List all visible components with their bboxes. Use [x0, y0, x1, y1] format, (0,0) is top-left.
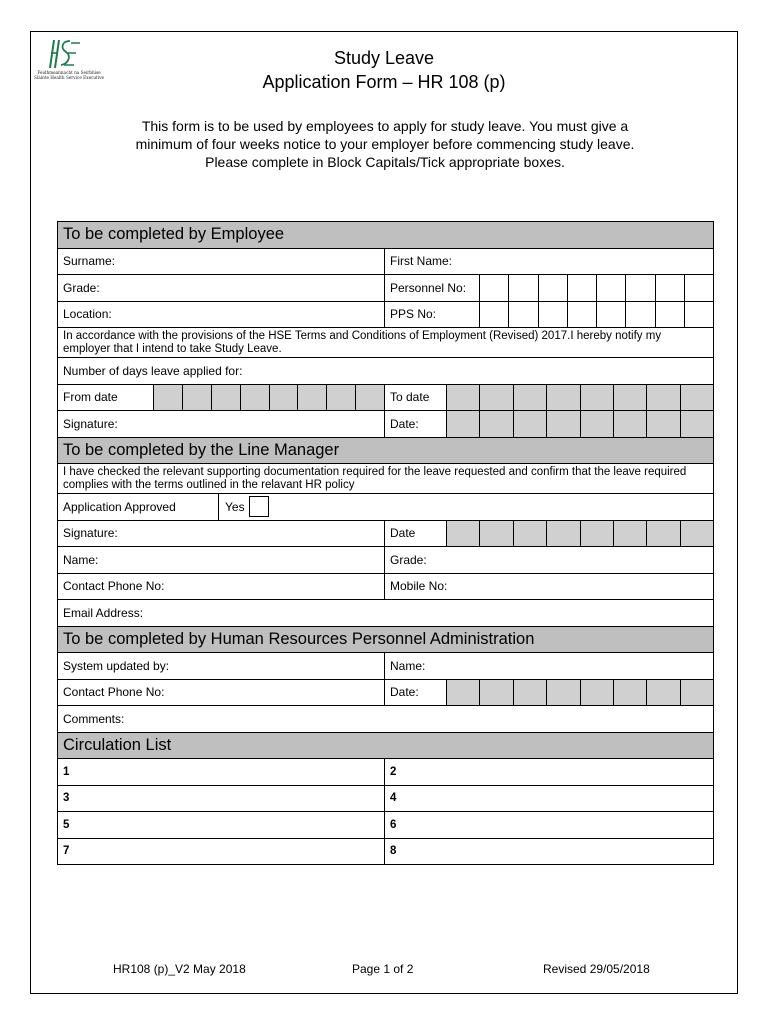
personnel-no-box[interactable]: [596, 275, 625, 301]
pps-no-box[interactable]: [625, 302, 654, 328]
first-name-field[interactable]: First Name:: [385, 248, 714, 275]
intro-text: [90, 117, 680, 171]
pps-no-box[interactable]: [684, 302, 713, 328]
manager-date-box[interactable]: [580, 521, 613, 547]
to-date-field[interactable]: [385, 384, 714, 411]
approved-yes-label: Yes: [225, 499, 245, 514]
hr-date-field[interactable]: [385, 679, 714, 706]
hr-name-field[interactable]: Name:: [385, 653, 714, 680]
employee-section-header: To be completed by Employee: [58, 222, 714, 249]
hr-date-box[interactable]: [613, 680, 646, 706]
to-date-box[interactable]: [479, 385, 512, 411]
hr-date-box[interactable]: [580, 680, 613, 706]
pps-no-field[interactable]: [385, 301, 714, 328]
approved-yes-cell: [218, 494, 270, 520]
manager-grade-field[interactable]: Grade:: [385, 547, 714, 574]
location-field[interactable]: Location:: [58, 301, 385, 328]
hr-date-box[interactable]: [513, 680, 546, 706]
from-date-box[interactable]: [297, 385, 326, 411]
manager-date-box[interactable]: [546, 521, 579, 547]
manager-section-header: To be completed by the Line Manager: [58, 437, 714, 464]
manager-date-box[interactable]: [680, 521, 713, 547]
pps-no-box[interactable]: [508, 302, 537, 328]
circulation-item[interactable]: 3: [58, 785, 385, 812]
circulation-item[interactable]: 8: [385, 838, 714, 865]
grade-field[interactable]: Grade:: [58, 275, 385, 302]
to-date-box[interactable]: [646, 385, 679, 411]
system-updated-field[interactable]: System updated by:: [58, 653, 385, 680]
to-date-label: To date: [390, 390, 430, 405]
circulation-item[interactable]: 4: [385, 785, 714, 812]
circulation-item[interactable]: 1: [58, 759, 385, 786]
personnel-no-box[interactable]: [684, 275, 713, 301]
hr-phone-field[interactable]: Contact Phone No:: [58, 679, 385, 706]
manager-mobile-field[interactable]: Mobile No:: [385, 573, 714, 600]
footer-page-number: Page 1 of 2: [352, 962, 414, 976]
form-subtitle: Application Form – HR 108 (p): [262, 72, 506, 92]
from-date-box[interactable]: [211, 385, 240, 411]
circulation-section-header: Circulation List: [58, 732, 714, 759]
employee-date-field[interactable]: [385, 411, 714, 438]
pps-no-box[interactable]: [655, 302, 684, 328]
manager-name-field[interactable]: Name:: [58, 547, 385, 574]
from-date-box[interactable]: [182, 385, 211, 411]
circulation-item[interactable]: 7: [58, 838, 385, 865]
hr-date-box[interactable]: [479, 680, 512, 706]
manager-date-box[interactable]: [646, 521, 679, 547]
hr-comments-field[interactable]: Comments:: [58, 706, 714, 733]
intro-line-2: minimum of four weeks notice to your employer before commencing study leave.: [135, 136, 635, 152]
pps-no-label: PPS No:: [390, 307, 437, 322]
surname-field[interactable]: Surname:: [58, 248, 385, 275]
from-date-box[interactable]: [269, 385, 298, 411]
manager-date-box[interactable]: [613, 521, 646, 547]
personnel-no-box[interactable]: [538, 275, 567, 301]
personnel-no-label: Personnel No:: [390, 280, 467, 295]
personnel-no-box[interactable]: [479, 275, 508, 301]
to-date-box[interactable]: [613, 385, 646, 411]
logo-subtitle: Feidhmeannacht na Seirbhíse Sláinte Health Service Executive: [34, 70, 104, 80]
hr-date-box[interactable]: [446, 680, 479, 706]
to-date-box[interactable]: [446, 385, 479, 411]
form-title: Study Leave: [333, 48, 435, 68]
hr-date-label: Date:: [390, 685, 419, 700]
pps-no-box[interactable]: [567, 302, 596, 328]
personnel-no-box[interactable]: [655, 275, 684, 301]
to-date-box[interactable]: [680, 385, 713, 411]
days-leave-field[interactable]: Number of days leave applied for:: [58, 358, 714, 385]
employee-date-box[interactable]: [513, 411, 546, 437]
manager-date-box[interactable]: [513, 521, 546, 547]
manager-date-box[interactable]: [446, 521, 479, 547]
circulation-item[interactable]: 6: [385, 812, 714, 839]
circulation-item[interactable]: 5: [58, 812, 385, 839]
personnel-no-box[interactable]: [567, 275, 596, 301]
personnel-no-field[interactable]: [385, 275, 714, 302]
manager-date-box[interactable]: [479, 521, 512, 547]
approved-yes-checkbox[interactable]: [249, 496, 269, 517]
employee-date-box[interactable]: [479, 411, 512, 437]
manager-date-field[interactable]: [385, 520, 714, 547]
hr-section-header: To be completed by Human Resources Personnel Administration: [58, 626, 714, 653]
pps-no-box[interactable]: [538, 302, 567, 328]
from-date-box[interactable]: [153, 385, 182, 411]
pps-no-box[interactable]: [596, 302, 625, 328]
to-date-box[interactable]: [546, 385, 579, 411]
employee-date-box[interactable]: [446, 411, 479, 437]
to-date-box[interactable]: [580, 385, 613, 411]
from-date-box[interactable]: [355, 385, 384, 411]
manager-statement: I have checked the relevant supporting documentation required for the leave requested and confirm that the leave required complies with the terms outlined in the relavant HR policy: [58, 464, 714, 494]
intro-line-3: Please complete in Block Capitals/Tick appropriate boxes.: [205, 154, 565, 170]
employee-date-box[interactable]: [646, 411, 679, 437]
manager-date-label: Date: [390, 526, 416, 541]
from-date-box[interactable]: [240, 385, 269, 411]
personnel-no-box[interactable]: [508, 275, 537, 301]
application-approved-label: Application Approved: [63, 499, 176, 514]
hr-date-box[interactable]: [680, 680, 713, 706]
application-approved-row: [58, 494, 714, 521]
employee-date-box[interactable]: [546, 411, 579, 437]
intro-line-1: This form is to be used by employees to apply for study leave. You must give a: [141, 118, 629, 134]
hr-date-box[interactable]: [546, 680, 579, 706]
manager-phone-field[interactable]: Contact Phone No:: [58, 573, 385, 600]
study-leave-form: [57, 221, 714, 865]
employee-date-box[interactable]: [613, 411, 646, 437]
hr-date-box[interactable]: [646, 680, 679, 706]
personnel-no-box[interactable]: [625, 275, 654, 301]
employee-signature-field[interactable]: Signature:: [58, 411, 385, 438]
to-date-box[interactable]: [513, 385, 546, 411]
from-date-field[interactable]: [58, 384, 385, 411]
manager-signature-field[interactable]: Signature:: [58, 520, 385, 547]
pps-no-box[interactable]: [479, 302, 508, 328]
footer-revised-date: Revised 29/05/2018: [543, 962, 650, 976]
employee-date-label: Date:: [390, 416, 419, 431]
employee-date-box[interactable]: [680, 411, 713, 437]
employee-declaration: In accordance with the provisions of the HSE Terms and Conditions of Employment (Revised) 2017.I hereby notify my employer that I intend to take Study Leave.: [58, 328, 714, 358]
from-date-label: From date: [63, 390, 118, 405]
from-date-box[interactable]: [326, 385, 355, 411]
employee-date-box[interactable]: [580, 411, 613, 437]
manager-email-field[interactable]: Email Address:: [58, 600, 714, 627]
circulation-item[interactable]: 2: [385, 759, 714, 786]
footer-version: HR108 (p)_V2 May 2018: [113, 962, 246, 976]
